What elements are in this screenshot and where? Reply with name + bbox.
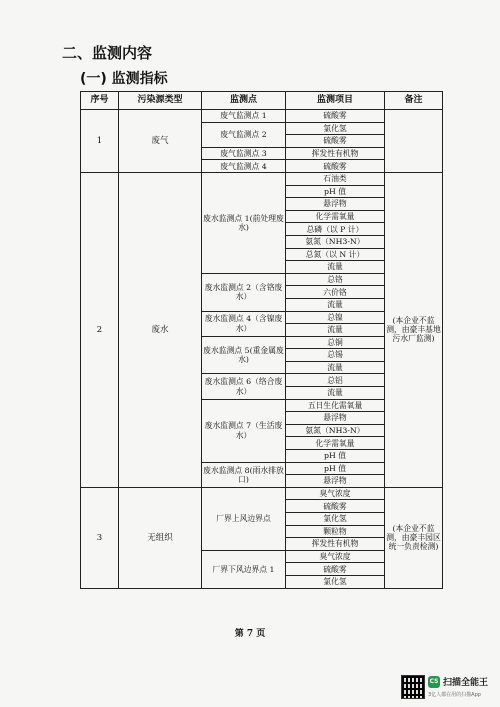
monitoring-item: 挥发性有机物 [286,147,385,160]
remark: (本企业不监测，由豪丰园区统一负责检测) [385,487,443,588]
monitoring-point: 废水监测点 4（含镍废水） [202,311,286,336]
monitoring-item: 石油类 [286,172,385,185]
row-number: 1 [81,110,119,173]
monitoring-item: 化学需氧量 [286,437,385,450]
monitoring-point: 废水监测点 2（含铬废水） [202,273,286,311]
watermark-slogan: 3亿人都在用的扫描App [428,692,481,698]
monitoring-item: 颗粒物 [286,525,385,538]
pollution-source-type: 废气 [119,110,202,173]
pollution-source-type: 废水 [119,172,202,487]
monitoring-item: 硫酸雾 [286,563,385,576]
monitoring-item: 总铝 [286,374,385,387]
table-header-row [81,92,443,110]
monitoring-item: 硫酸雾 [286,160,385,173]
page-number: 第 7 页 [234,629,266,639]
monitoring-point: 厂界上风边界点 [202,487,286,550]
monitoring-item: 总氮（以 N 计） [286,248,385,261]
monitoring-point: 废气监测点 2 [202,122,286,147]
monitoring-item: 流量 [286,324,385,337]
monitoring-point: 废水监测点 1(前处理废水) [202,172,286,273]
monitoring-point: 废气监测点 3 [202,147,286,160]
header-cell: 备注 [385,92,443,110]
monitoring-item: 氯化氢 [286,122,385,135]
monitoring-item: 五日生化需氧量 [286,399,385,412]
monitoring-item: 总磷（以 P 计） [286,223,385,236]
monitoring-item: 挥发性有机物 [286,538,385,551]
subsection-title: (一) 监测指标 [80,71,168,87]
monitoring-item: 硫酸雾 [286,110,385,123]
header-cell: 监测项目 [286,92,385,110]
monitoring-item: 氯化氢 [286,575,385,588]
monitoring-item: 流量 [286,298,385,311]
monitoring-item: 悬浮物 [286,412,385,425]
monitoring-item: 流量 [286,261,385,274]
monitoring-item: 化学需氧量 [286,210,385,223]
table-body [81,110,443,589]
qr-code [401,675,425,699]
monitoring-item: pH 值 [286,450,385,463]
monitoring-item: 总镍 [286,311,385,324]
monitoring-point: 废水监测点 7（生活废水） [202,399,286,462]
monitoring-item: 悬浮物 [286,475,385,488]
monitoring-item: 氨氮（NH3-N） [286,424,385,437]
monitoring-item: 臭气浓度 [286,550,385,563]
monitoring-item: 悬浮物 [286,198,385,211]
row-number: 2 [81,172,119,487]
table-row [81,110,443,123]
monitoring-table [80,91,443,589]
monitoring-point: 废气监测点 4 [202,160,286,173]
monitoring-item: 流量 [286,387,385,400]
monitoring-point: 厂界下风边界点 1 [202,550,286,588]
section-title: 二、监测内容 [62,44,153,62]
monitoring-item: 六价铬 [286,286,385,299]
monitoring-item: pH 值 [286,462,385,475]
camscanner-logo-icon: CS [428,676,440,688]
row-number: 3 [81,487,119,588]
monitoring-point: 废水监测点 8(雨水排放口) [202,462,286,487]
remark: (本企业不监测，由豪丰基地污水厂监测) [385,172,443,487]
header-cell: 监测点 [202,92,286,110]
monitoring-item: 总锡 [286,349,385,362]
monitoring-item: pH 值 [286,185,385,198]
monitoring-point: 废水监测点 5(重金属废水) [202,336,286,374]
table-row [81,487,443,500]
monitoring-item: 总铬 [286,273,385,286]
header-cell: 序号 [81,92,119,110]
monitoring-item: 臭气浓度 [286,487,385,500]
monitoring-item: 硫酸雾 [286,135,385,148]
monitoring-item: 氨氮（NH3-N） [286,235,385,248]
monitoring-point: 废气监测点 1 [202,110,286,123]
pollution-source-type: 无组织 [119,487,202,588]
monitoring-item: 总铜 [286,336,385,349]
monitoring-item: 硫酸雾 [286,500,385,513]
table-row [81,172,443,185]
monitoring-point: 废水监测点 6（络合废水） [202,374,286,399]
monitoring-item: 氯化氢 [286,513,385,526]
monitoring-item: 流量 [286,361,385,374]
watermark-app-name: 扫描全能王 [443,678,489,688]
remark [385,110,443,173]
header-cell: 污染源类型 [119,92,202,110]
